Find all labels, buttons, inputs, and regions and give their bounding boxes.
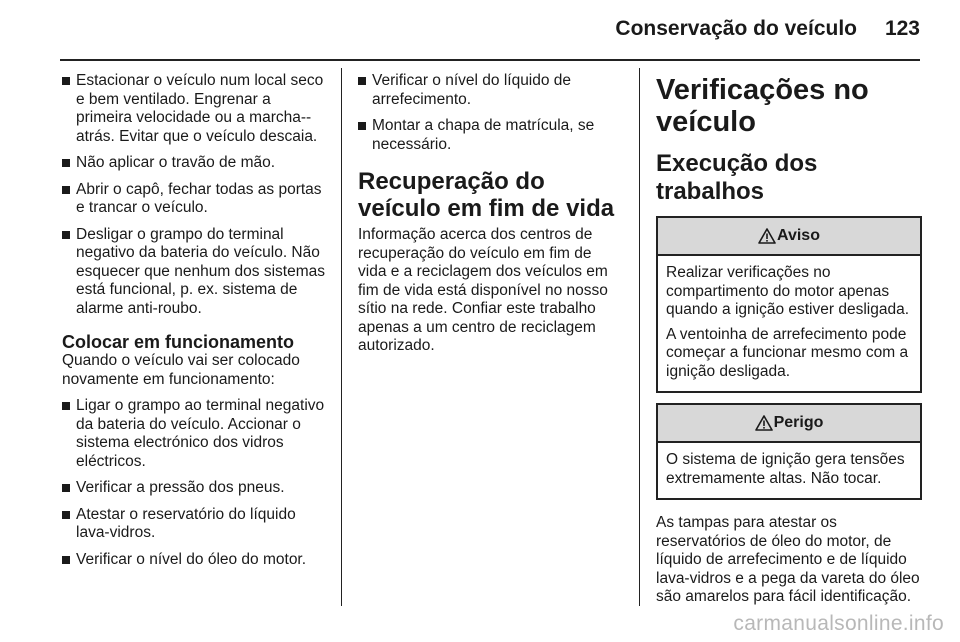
bullet-icon bbox=[62, 556, 70, 564]
column-divider-1 bbox=[341, 68, 342, 606]
bullet-icon bbox=[62, 231, 70, 239]
list-item: Verificar o nível do óleo do motor. bbox=[62, 551, 328, 570]
column-divider-2 bbox=[639, 68, 640, 606]
storage-steps-list bbox=[62, 72, 328, 318]
warning-triangle-icon bbox=[755, 415, 773, 431]
restart-steps-continued bbox=[358, 72, 622, 154]
danger-box bbox=[656, 403, 922, 500]
section-heading: Execução dos trabalhos bbox=[656, 150, 818, 205]
header-rule bbox=[60, 59, 920, 61]
page-header bbox=[0, 0, 960, 60]
warning-triangle-icon bbox=[758, 228, 776, 244]
warning-text: A ventoinha de arrefecimento pode começar a funcionar mesmo com a ignição desligada. bbox=[666, 325, 909, 380]
bullet-icon bbox=[62, 402, 70, 410]
warning-text: Realizar verificações no compartimento do motor apenas quando a ignição estiver desligada. bbox=[666, 264, 910, 318]
bullet-icon bbox=[62, 77, 70, 85]
bullet-icon bbox=[358, 77, 366, 85]
list-item: Verificar a pressão dos pneus. bbox=[62, 479, 328, 498]
page-number: 123 bbox=[884, 17, 920, 40]
caps-paragraph: As tampas para atestar os reservatórios de óleo do motor, de líquido de arrefecimento e de líquido lava-vidros e a pega da vareta do óleo são amarelos para fácil identificação. bbox=[656, 514, 920, 605]
column-1 bbox=[62, 72, 328, 577]
list-item: Ligar o grampo ao terminal negativo da bateria do veículo. Accionar o sistema electrónico dos vidros eléctricos. bbox=[62, 397, 328, 471]
bullet-icon bbox=[62, 511, 70, 519]
section-heading: Recuperação do veículo em fim de vida bbox=[358, 168, 615, 222]
list-item: Verificar o nível do líquido de arrefecimento. bbox=[358, 72, 622, 109]
warning-box-header bbox=[658, 218, 920, 256]
bullet-icon bbox=[62, 484, 70, 492]
watermark: carmanualsonline.info bbox=[733, 612, 944, 635]
warning-box-body bbox=[658, 256, 920, 391]
danger-box-body bbox=[658, 443, 920, 498]
danger-text: O sistema de ignição gera tensões extremamente altas. Não tocar. bbox=[666, 451, 905, 487]
list-item: Desligar o grampo do terminal negativo da bateria do veículo. Não esquecer que nenhum dos sistemas está funcional, p. ex. sistema de alarme anti-roubo. bbox=[62, 226, 328, 319]
bullet-icon bbox=[358, 122, 366, 130]
danger-box-title: Perigo bbox=[773, 414, 824, 431]
list-item: Estacionar o veículo num local seco e bem ventilado. Engrenar a primeira velocidade ou a marcha--atrás. Evitar que o veículo descaia. bbox=[62, 72, 328, 146]
intro-paragraph: Quando o veículo vai ser colocado novamente em funcionamento: bbox=[62, 352, 300, 388]
bullet-icon bbox=[62, 159, 70, 167]
bullet-icon bbox=[62, 186, 70, 194]
list-item: Não aplicar o travão de mão. bbox=[62, 154, 328, 173]
column-3 bbox=[656, 74, 922, 607]
header-title: Conservação do veículo bbox=[615, 17, 857, 40]
list-item: Atestar o reservatório do líquido lava-vidros. bbox=[62, 506, 328, 543]
warning-box-title: Aviso bbox=[777, 227, 820, 244]
danger-box-header bbox=[658, 405, 920, 443]
restart-steps-list bbox=[62, 397, 328, 569]
recycling-paragraph: Informação acerca dos centros de recuperação do veículo em fim de vida e a reciclagem dos veículos em fim de vida está disponível no nosso sítio na rede. Confiar este trabalho apenas a um centro de reciclagem autorizado. bbox=[358, 226, 608, 354]
column-2 bbox=[358, 72, 622, 356]
list-item: Montar a chapa de matrícula, se necessário. bbox=[358, 117, 622, 154]
list-item: Abrir o capô, fechar todas as portas e trancar o veículo. bbox=[62, 181, 328, 218]
chapter-heading: Verificações no veículo bbox=[656, 74, 869, 138]
warning-box bbox=[656, 216, 922, 393]
section-subheading: Colocar em funcionamento bbox=[62, 332, 295, 352]
